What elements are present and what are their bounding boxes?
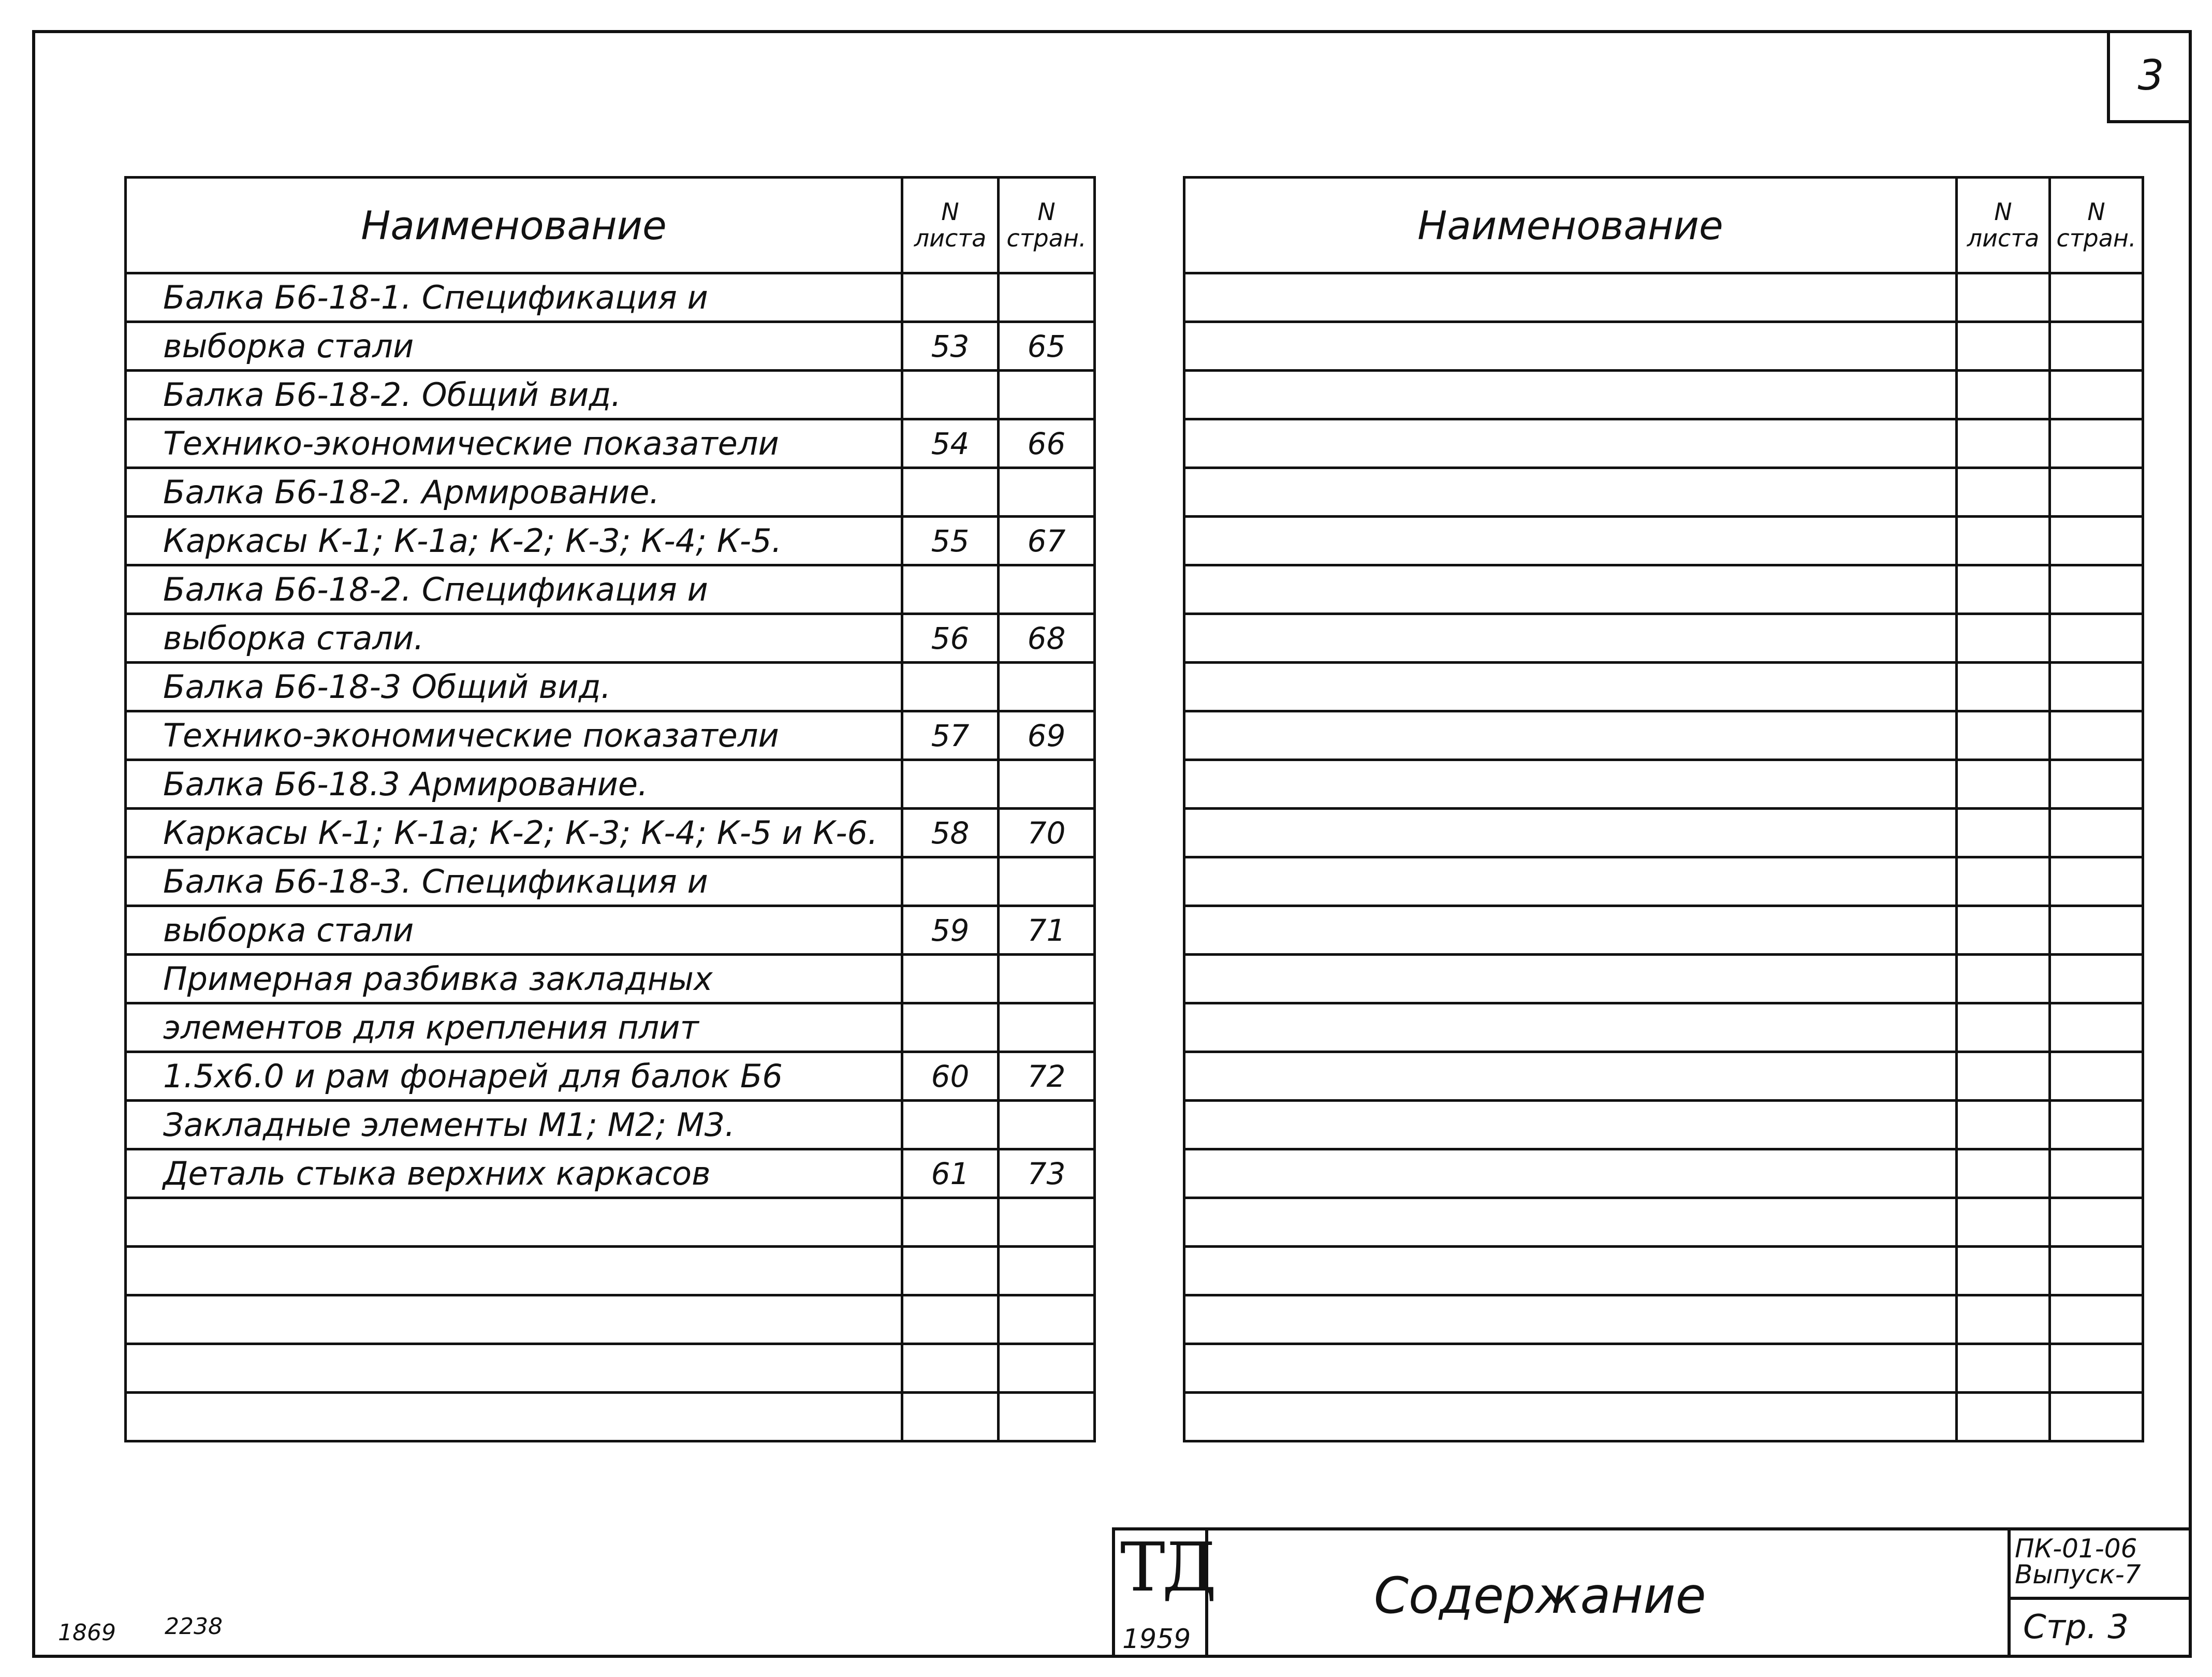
row-sheet-number (1957, 419, 2050, 468)
table-row (126, 1101, 1095, 1149)
row-sheet-number: 58 (902, 809, 999, 857)
row-page-number: 70 (999, 809, 1095, 857)
issue-number: Выпуск-7 (2015, 1559, 2141, 1589)
row-page-number (2050, 1344, 2143, 1393)
header-page-number: N стран. (999, 178, 1095, 273)
row-page-number (2050, 371, 2143, 419)
row-name: Балка Б6-18-2. Спецификация и (126, 565, 902, 614)
row-page-number (2050, 1295, 2143, 1344)
row-page-number (999, 760, 1095, 809)
table-row (126, 614, 1095, 663)
row-name (1184, 1052, 1957, 1101)
row-page-number (999, 857, 1095, 906)
table-row (1184, 517, 2143, 565)
row-page-number (2050, 906, 2143, 955)
row-page-number (999, 1393, 1095, 1441)
table-header-row (1184, 178, 2143, 273)
divider (2011, 1597, 2192, 1600)
row-name (126, 1247, 902, 1295)
margin-note-a: 1869 (58, 1620, 116, 1646)
row-sheet-number (902, 1198, 999, 1247)
row-name: выборка стали (126, 322, 902, 371)
contents-table-right (1183, 176, 2144, 1442)
row-name (1184, 1101, 1957, 1149)
row-name: Технико-экономические показатели (126, 419, 902, 468)
row-name (1184, 1198, 1957, 1247)
row-page-number (2050, 322, 2143, 371)
table-row (1184, 760, 2143, 809)
table-row (1184, 955, 2143, 1003)
table-row (126, 1344, 1095, 1393)
row-sheet-number (902, 663, 999, 711)
table-row (126, 809, 1095, 857)
row-sheet-number (902, 371, 999, 419)
row-page-number (2050, 1003, 2143, 1052)
row-page-number (999, 1344, 1095, 1393)
row-name (1184, 906, 1957, 955)
row-page-number (2050, 711, 2143, 760)
table-row (126, 857, 1095, 906)
row-name (1184, 711, 1957, 760)
row-name (126, 1295, 902, 1344)
row-page-number (999, 663, 1095, 711)
row-name (1184, 322, 1957, 371)
table-row (1184, 906, 2143, 955)
row-sheet-number (1957, 1344, 2050, 1393)
row-page-number (2050, 857, 2143, 906)
table-row (126, 273, 1095, 322)
table-row (126, 955, 1095, 1003)
row-page-number (999, 1198, 1095, 1247)
header-name: Наименование (126, 178, 902, 273)
row-page-number (999, 273, 1095, 322)
row-name (126, 1344, 902, 1393)
row-page-number (2050, 663, 2143, 711)
sheet-page: Стр. 3 (2023, 1608, 2129, 1646)
row-sheet-number (1957, 1247, 2050, 1295)
row-page-number (999, 1295, 1095, 1344)
row-page-number: 68 (999, 614, 1095, 663)
table-row (126, 711, 1095, 760)
row-page-number: 72 (999, 1052, 1095, 1101)
header-sheet-number: N листа (902, 178, 999, 273)
row-page-number: 65 (999, 322, 1095, 371)
table-row (1184, 371, 2143, 419)
row-name (1184, 419, 1957, 468)
row-name (1184, 1393, 1957, 1441)
row-page-number (2050, 1247, 2143, 1295)
row-sheet-number: 56 (902, 614, 999, 663)
row-page-number (2050, 419, 2143, 468)
table-row (126, 1393, 1095, 1441)
row-sheet-number (902, 1393, 999, 1441)
row-sheet-number (1957, 322, 2050, 371)
table-row (1184, 809, 2143, 857)
row-name (1184, 955, 1957, 1003)
row-name (1184, 1247, 1957, 1295)
table-row (1184, 419, 2143, 468)
row-page-number (999, 1247, 1095, 1295)
row-page-number (999, 371, 1095, 419)
row-name: Каркасы К-1; К-1а; К-2; К-3; К-4; К-5 и К-6. (126, 809, 902, 857)
row-name: Каркасы К-1; К-1а; К-2; К-3; К-4; К-5. (126, 517, 902, 565)
table-row (126, 1052, 1095, 1101)
row-page-number: 73 (999, 1149, 1095, 1198)
table-row (1184, 711, 2143, 760)
row-page-number (999, 955, 1095, 1003)
row-sheet-number (902, 468, 999, 517)
row-sheet-number (1957, 1393, 2050, 1441)
row-name: Балка Б6-18.3 Армирование. (126, 760, 902, 809)
row-page-number: 66 (999, 419, 1095, 468)
row-page-number (2050, 273, 2143, 322)
title-block (1112, 1527, 2192, 1658)
row-sheet-number (1957, 1101, 2050, 1149)
row-page-number (999, 565, 1095, 614)
table-row (1184, 857, 2143, 906)
table-row (126, 322, 1095, 371)
row-sheet-number (1957, 1149, 2050, 1198)
table-row (1184, 565, 2143, 614)
row-sheet-number (902, 1101, 999, 1149)
table-row (126, 1295, 1095, 1344)
table-row (126, 1247, 1095, 1295)
row-page-number: 71 (999, 906, 1095, 955)
row-name: Примерная разбивка закладных (126, 955, 902, 1003)
table-row (126, 760, 1095, 809)
table-row (1184, 663, 2143, 711)
row-name (1184, 1295, 1957, 1344)
table-row (1184, 1295, 2143, 1344)
row-sheet-number (1957, 711, 2050, 760)
row-name (1184, 809, 1957, 857)
logo-year: 1959 (1122, 1624, 1191, 1655)
row-name (1184, 1344, 1957, 1393)
row-page-number (999, 468, 1095, 517)
header-sheet-number: N листа (1957, 178, 2050, 273)
row-sheet-number (1957, 955, 2050, 1003)
row-name (1184, 565, 1957, 614)
row-page-number (2050, 1149, 2143, 1198)
row-name (1184, 663, 1957, 711)
table-row (1184, 1101, 2143, 1149)
table-row (1184, 273, 2143, 322)
row-name: Деталь стыка верхних каркасов (126, 1149, 902, 1198)
row-sheet-number (902, 857, 999, 906)
row-name (1184, 614, 1957, 663)
row-page-number (2050, 517, 2143, 565)
table-row (1184, 614, 2143, 663)
row-name: Балка Б6-18-3 Общий вид. (126, 663, 902, 711)
row-sheet-number (902, 1003, 999, 1052)
row-sheet-number (902, 273, 999, 322)
row-sheet-number: 54 (902, 419, 999, 468)
row-page-number (2050, 468, 2143, 517)
row-name: элементов для крепления плит (126, 1003, 902, 1052)
row-page-number (2050, 614, 2143, 663)
header-name: Наименование (1184, 178, 1957, 273)
row-name (1184, 857, 1957, 906)
table-row (1184, 1247, 2143, 1295)
row-sheet-number (1957, 273, 2050, 322)
row-page-number (2050, 1052, 2143, 1101)
row-sheet-number: 60 (902, 1052, 999, 1101)
row-name: Технико-экономические показатели (126, 711, 902, 760)
row-sheet-number (1957, 1295, 2050, 1344)
row-page-number: 67 (999, 517, 1095, 565)
row-name: Балка Б6-18-2. Армирование. (126, 468, 902, 517)
row-name (1184, 1003, 1957, 1052)
row-name (126, 1198, 902, 1247)
row-page-number (2050, 955, 2143, 1003)
document-code: ПК-01-06 (2015, 1534, 2137, 1564)
row-sheet-number (902, 1344, 999, 1393)
margin-note-b: 2238 (165, 1613, 223, 1640)
table-row (126, 1198, 1095, 1247)
row-sheet-number: 55 (902, 517, 999, 565)
table-row (126, 565, 1095, 614)
table-row (126, 419, 1095, 468)
row-page-number (999, 1003, 1095, 1052)
row-sheet-number: 53 (902, 322, 999, 371)
table-row (126, 468, 1095, 517)
row-sheet-number (1957, 565, 2050, 614)
row-name: выборка стали (126, 906, 902, 955)
row-sheet-number (1957, 517, 2050, 565)
table-row (1184, 1149, 2143, 1198)
table-row (126, 517, 1095, 565)
row-name: Балка Б6-18-1. Спецификация и (126, 273, 902, 322)
row-sheet-number: 57 (902, 711, 999, 760)
row-sheet-number (902, 955, 999, 1003)
title-block-code-area (2008, 1530, 2192, 1658)
row-page-number (999, 1101, 1095, 1149)
row-page-number (2050, 1101, 2143, 1149)
row-name (1184, 371, 1957, 419)
header-page-number: N стран. (2050, 178, 2143, 273)
row-name (126, 1393, 902, 1441)
table-header-row (126, 178, 1095, 273)
row-page-number (2050, 809, 2143, 857)
row-name: Закладные элементы М1; М2; М3. (126, 1101, 902, 1149)
row-name (1184, 273, 1957, 322)
table-row (1184, 322, 2143, 371)
document-title: Содержание (1374, 1567, 1706, 1625)
row-page-number (2050, 1198, 2143, 1247)
row-sheet-number (1957, 1052, 2050, 1101)
row-name (1184, 760, 1957, 809)
row-sheet-number: 59 (902, 906, 999, 955)
row-sheet-number (1957, 857, 2050, 906)
table-row (126, 371, 1095, 419)
row-name: Балка Б6-18-3. Спецификация и (126, 857, 902, 906)
row-page-number (2050, 565, 2143, 614)
table-row (1184, 1344, 2143, 1393)
row-sheet-number (1957, 760, 2050, 809)
table-row (126, 663, 1095, 711)
table-row (1184, 1198, 2143, 1247)
row-sheet-number (1957, 614, 2050, 663)
row-name (1184, 1149, 1957, 1198)
row-sheet-number (902, 565, 999, 614)
row-sheet-number (1957, 1198, 2050, 1247)
row-page-number (2050, 1393, 2143, 1441)
row-name: Балка Б6-18-2. Общий вид. (126, 371, 902, 419)
page-number-box (2107, 30, 2192, 123)
row-name (1184, 517, 1957, 565)
row-sheet-number (1957, 1003, 2050, 1052)
row-page-number: 69 (999, 711, 1095, 760)
table-row (126, 1003, 1095, 1052)
page-number: 3 (2137, 51, 2164, 99)
row-sheet-number (1957, 371, 2050, 419)
contents-table-left (124, 176, 1096, 1442)
table-row (1184, 1052, 2143, 1101)
row-sheet-number (902, 1247, 999, 1295)
row-sheet-number (1957, 809, 2050, 857)
row-sheet-number (902, 1295, 999, 1344)
table-row (126, 1149, 1095, 1198)
row-name: выборка стали. (126, 614, 902, 663)
row-sheet-number (902, 760, 999, 809)
logo-letters: ТД (1120, 1528, 1214, 1607)
table-row (1184, 1393, 2143, 1441)
table-row (1184, 1003, 2143, 1052)
row-page-number (2050, 760, 2143, 809)
table-row (126, 906, 1095, 955)
row-sheet-number (1957, 468, 2050, 517)
row-name: 1.5х6.0 и рам фонарей для балок Б6 (126, 1052, 902, 1101)
row-sheet-number (1957, 906, 2050, 955)
row-name (1184, 468, 1957, 517)
publisher-logo (1115, 1528, 1214, 1658)
row-sheet-number (1957, 663, 2050, 711)
row-sheet-number: 61 (902, 1149, 999, 1198)
table-row (1184, 468, 2143, 517)
